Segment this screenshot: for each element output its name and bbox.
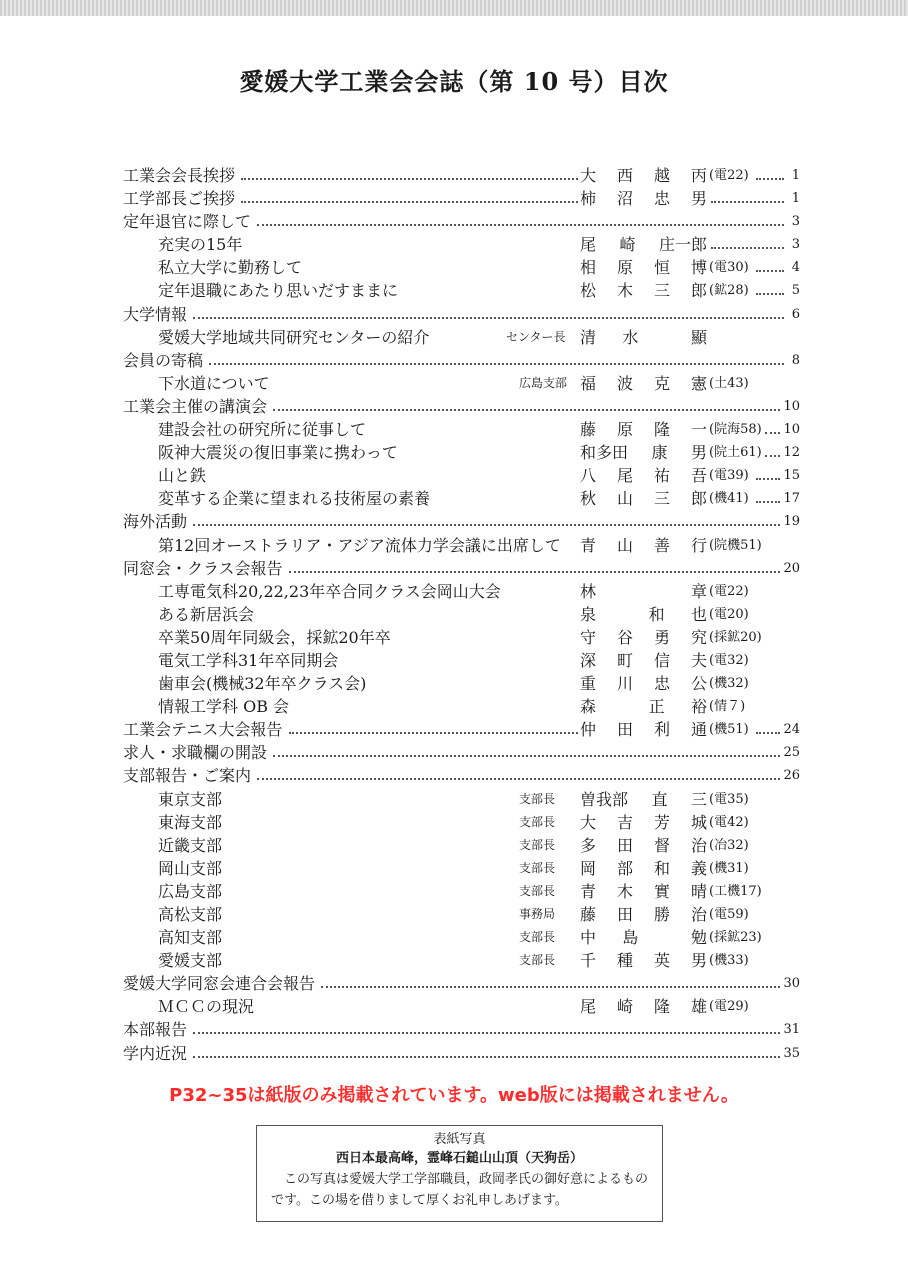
author-name-part: 青 xyxy=(580,881,597,901)
author-name-part: 男 xyxy=(690,189,707,209)
toc-entry xyxy=(123,326,800,349)
toc-entry xyxy=(123,510,800,533)
toc-entry-department: (冶32) xyxy=(709,837,749,853)
author-name-part: 吾 xyxy=(690,466,707,486)
leader-dots xyxy=(756,270,784,272)
author-name-part: 深 xyxy=(580,650,597,670)
author-name-part: 和多田 xyxy=(580,443,629,463)
author-name-part: 忠 xyxy=(653,189,670,209)
leader-dots xyxy=(711,201,784,203)
author-name-part: 千 xyxy=(580,951,597,971)
toc-entry-page: 5 xyxy=(791,283,800,299)
author-name-part: 芳 xyxy=(653,812,670,832)
toc-entry-role: 支部長 xyxy=(519,791,556,806)
toc-entry-title: 高松支部 xyxy=(158,905,223,924)
toc-entry-title: 卒業50周年同級会，採鉱20年卒 xyxy=(158,627,391,647)
author-name-part: 山 xyxy=(616,535,633,555)
toc-entry-page: 31 xyxy=(783,1022,800,1038)
toc-entry-author xyxy=(580,372,707,395)
toc-entry-author xyxy=(580,880,707,903)
leader-dots xyxy=(289,732,578,734)
toc-entry-department: (院土61) xyxy=(709,445,762,461)
toc-entry-department: (電30) xyxy=(709,260,749,276)
author-name-part: 守 xyxy=(580,627,597,647)
author-name-part: 尾 xyxy=(616,466,633,486)
toc-entry-department: (院海58) xyxy=(709,422,762,438)
toc-entry-title: 学内近況 xyxy=(123,1043,188,1063)
author-name-part: 英 xyxy=(653,951,670,971)
toc-entry xyxy=(123,580,800,603)
toc-entry-title: 広島支部 xyxy=(158,881,223,901)
toc-entry-author xyxy=(580,695,707,718)
toc-entry-role: 支部長 xyxy=(519,883,556,898)
toc-entry-title: 近畿支部 xyxy=(158,835,223,855)
toc-entry-department: (電42) xyxy=(709,814,749,830)
toc-entry-author xyxy=(580,441,707,464)
author-name-part: 勇 xyxy=(653,627,670,647)
toc-entry-department: (土43) xyxy=(709,375,749,391)
toc-entry-author xyxy=(580,418,707,441)
toc-entry xyxy=(123,995,800,1018)
author-name-part: 西 xyxy=(616,166,633,185)
toc-entry-author xyxy=(580,926,707,949)
toc-entry-author xyxy=(580,487,707,510)
author-name-part: 郎 xyxy=(690,489,707,509)
toc-entry-page: 26 xyxy=(783,768,800,784)
cover-heading: 表紙写真 xyxy=(433,1132,486,1147)
toc-entry-role: 広島支部 xyxy=(519,375,568,390)
author-name-part: 相 xyxy=(580,258,597,278)
author-name-part: 行 xyxy=(690,535,707,555)
toc-entry-role: 支部長 xyxy=(519,930,556,945)
author-name-part: 康 xyxy=(651,443,668,463)
toc-entry-title: 工業会主催の講演会 xyxy=(123,396,268,416)
author-name-part: 公 xyxy=(690,674,707,694)
toc-entry-author xyxy=(580,279,707,302)
toc-entry xyxy=(123,718,800,741)
author-name-part: 越 xyxy=(653,166,670,185)
author-name-part: 三 xyxy=(653,489,670,509)
toc-entry xyxy=(123,1018,800,1041)
author-name-part: 林 xyxy=(580,581,597,601)
toc-entry-department: (電29) xyxy=(709,999,749,1015)
leader-dots xyxy=(765,455,780,457)
toc-entry-author xyxy=(580,464,707,487)
leader-dots xyxy=(765,432,780,434)
leader-dots xyxy=(273,755,780,757)
toc-entry xyxy=(123,649,800,672)
author-name-part: 隆 xyxy=(653,420,670,440)
author-name-part: 和 xyxy=(648,604,665,624)
toc-entry xyxy=(123,626,800,649)
author-name-part: 川 xyxy=(616,674,633,694)
toc-entry xyxy=(123,464,800,487)
author-name-part: 實 xyxy=(653,881,670,901)
toc-entry-department: (採鉱20) xyxy=(709,629,762,645)
author-name-part: 尾 xyxy=(580,235,597,255)
toc-entry xyxy=(123,949,800,972)
toc-entry-author xyxy=(580,857,707,880)
author-name-part: 柿 xyxy=(580,189,597,209)
author-name-part: 究 xyxy=(690,627,707,647)
author-name-part: 崎 xyxy=(616,997,633,1017)
author-name-part: 八 xyxy=(580,466,597,486)
leader-dots xyxy=(193,1032,780,1034)
author-name-part: 督 xyxy=(653,835,670,855)
toc-entry-role: 支部長 xyxy=(519,814,556,829)
author-name-part: 克 xyxy=(653,373,670,393)
toc-entry-page: 1 xyxy=(791,191,800,207)
leader-dots xyxy=(711,247,784,249)
author-name-part: 原 xyxy=(616,258,633,278)
author-name-part: 男 xyxy=(690,951,707,971)
author-name-part: 章 xyxy=(690,581,707,601)
toc-entry-page: 10 xyxy=(783,422,800,438)
toc-entry-author xyxy=(580,903,707,926)
toc-entry-department: (鉱28) xyxy=(709,283,749,299)
table-of-contents xyxy=(123,164,800,1065)
leader-dots xyxy=(257,778,780,780)
toc-entry-title: 愛媛支部 xyxy=(158,951,223,971)
author-name-part: 治 xyxy=(690,835,707,855)
toc-entry xyxy=(123,487,800,510)
author-name-part: 田 xyxy=(616,720,633,740)
author-name-part: 町 xyxy=(616,650,633,670)
author-name-part: 雄 xyxy=(690,997,707,1017)
author-name-part: 山 xyxy=(616,489,633,509)
leader-dots xyxy=(756,293,784,295)
leader-dots xyxy=(756,478,780,480)
author-name-part: 治 xyxy=(690,905,707,924)
toc-entry xyxy=(123,534,800,557)
author-name-part: 一 xyxy=(690,420,707,440)
toc-entry-department: (機31) xyxy=(709,860,749,876)
author-name-part: 三 xyxy=(653,281,670,301)
toc-entry-author xyxy=(580,672,707,695)
author-name-part: 義 xyxy=(690,858,707,878)
toc-entry-department: (工機17) xyxy=(709,883,762,899)
leader-dots xyxy=(321,986,780,988)
toc-entry xyxy=(123,857,800,880)
toc-entry-role: 事務局 xyxy=(519,907,556,921)
toc-entry-author xyxy=(580,811,707,834)
toc-entry-title: 私立大学に勤務して xyxy=(158,258,303,278)
author-name-part: 隆 xyxy=(653,997,670,1017)
author-name-part: 祐 xyxy=(653,466,670,486)
toc-entry-page: 25 xyxy=(783,745,800,761)
toc-entry-title: 阪神大震災の復旧事業に携わって xyxy=(158,443,398,463)
toc-entry-department: (機32) xyxy=(709,676,749,692)
author-name-part: 秋 xyxy=(580,489,597,509)
toc-entry-title: 工専電気科20,22,23年卒合同クラス会岡山大会 xyxy=(158,581,501,601)
author-name-part: 吉 xyxy=(616,812,633,832)
author-name-part: 多 xyxy=(580,835,597,855)
author-name-part: 藤 xyxy=(580,905,597,924)
leader-dots xyxy=(193,524,780,526)
toc-entry xyxy=(123,349,800,372)
author-name-part: 福 xyxy=(580,373,597,393)
author-name-part: 男 xyxy=(690,443,707,463)
toc-entry-department: (電39) xyxy=(709,468,749,484)
toc-entry-page: 6 xyxy=(791,306,800,322)
cover-text: この写真は愛媛大学工学部職員，政岡孝氏の御好意によるものです。この場を借りまして厚くお礼申しあげます。 xyxy=(271,1172,649,1208)
author-name-part: 信 xyxy=(653,650,670,670)
toc-entry-title: 定年退職にあたり思いだすままに xyxy=(158,281,399,301)
toc-entry xyxy=(123,926,800,949)
toc-entry-page: 4 xyxy=(791,260,800,276)
toc-entry-page: 1 xyxy=(791,168,800,183)
author-name-part: 中 xyxy=(580,928,597,948)
toc-entry xyxy=(123,903,800,926)
toc-entry-role: 支部長 xyxy=(519,837,556,852)
toc-entry-title: 求人・求職欄の開設 xyxy=(123,743,268,763)
toc-entry-title: 会員の寄稿 xyxy=(123,350,204,370)
toc-entry-title: 本部報告 xyxy=(123,1020,188,1040)
toc-entry-department: (採鉱23) xyxy=(709,930,762,946)
toc-entry-page: 12 xyxy=(783,445,800,461)
author-name-part: 丙 xyxy=(690,166,707,185)
toc-entry-title: 第12回オーストラリア・アジア流体力学会議に出席して xyxy=(158,535,561,555)
toc-entry-author xyxy=(580,256,707,279)
author-name-part: 晴 xyxy=(690,881,707,901)
author-name-part: 原 xyxy=(616,420,633,440)
author-name-part: 曽我部 xyxy=(580,789,629,809)
toc-entry-department: (電32) xyxy=(709,652,749,668)
toc-entry-page: 3 xyxy=(791,237,800,253)
author-name-part: 尾 xyxy=(580,997,597,1017)
toc-entry-department: (院機51) xyxy=(709,537,762,553)
author-name-part: 藤 xyxy=(580,420,597,440)
toc-entry-department: (機33) xyxy=(709,953,749,969)
leader-dots xyxy=(289,571,780,573)
author-name-part: 恒 xyxy=(653,258,670,278)
toc-entry-author xyxy=(580,580,707,603)
author-name-part: 谷 xyxy=(616,627,633,647)
author-name-part: 城 xyxy=(690,812,707,832)
toc-entry-department: (電20) xyxy=(709,606,749,622)
toc-entry-department: (機41) xyxy=(709,491,749,507)
author-name-part: 博 xyxy=(690,258,707,278)
author-name-part: 仲 xyxy=(580,720,597,740)
leader-dots xyxy=(209,363,784,365)
toc-entry-department: (機51) xyxy=(709,722,749,738)
toc-entry-page: 20 xyxy=(783,560,800,576)
toc-entry-author xyxy=(580,233,707,256)
toc-entry xyxy=(123,303,800,326)
toc-entry xyxy=(123,557,800,580)
toc-entry xyxy=(123,187,800,210)
toc-entry xyxy=(123,834,800,857)
author-name-part: 也 xyxy=(690,604,707,624)
toc-entry-title: 建設会社の研究所に従事して xyxy=(158,420,367,440)
author-name-part: 憲 xyxy=(690,373,707,393)
author-name-part: 忠 xyxy=(653,674,670,694)
author-name-part: 泉 xyxy=(580,604,597,624)
toc-entry-author xyxy=(580,834,707,857)
toc-entry-page: 30 xyxy=(783,976,800,992)
scan-top-band xyxy=(0,0,908,16)
leader-dots xyxy=(241,178,578,180)
leader-dots xyxy=(756,732,780,734)
author-name-part: 直 xyxy=(651,789,668,809)
toc-entry-title: 工業会会長挨拶 xyxy=(123,166,236,185)
toc-entry-title: ＭＣＣの現況 xyxy=(158,997,255,1017)
toc-entry-author xyxy=(580,626,707,649)
author-name-part: 正 xyxy=(648,697,665,717)
leader-dots xyxy=(273,409,780,411)
author-name-part: 田 xyxy=(616,905,633,924)
toc-entry-title: 変革する企業に望まれる技術屋の素養 xyxy=(158,489,431,509)
author-name-part: 島 xyxy=(622,928,639,948)
author-name-part: 松 xyxy=(580,281,597,301)
toc-entry-department: (電59) xyxy=(709,907,749,922)
author-name-part: 勝 xyxy=(653,905,670,924)
toc-entry-title: 海外活動 xyxy=(123,512,188,532)
toc-entry-page: 17 xyxy=(783,491,800,507)
leader-dots xyxy=(193,1056,780,1058)
leader-dots xyxy=(756,501,780,503)
toc-entry-title: 下水道について xyxy=(158,373,270,393)
author-name-part: 夫 xyxy=(690,650,707,670)
leader-dots xyxy=(193,317,784,319)
toc-entry xyxy=(123,372,800,395)
toc-entry-author xyxy=(580,788,707,811)
toc-entry xyxy=(123,741,800,764)
toc-entry-role: 支部長 xyxy=(519,860,556,875)
author-name-part: 重 xyxy=(580,674,597,694)
author-name-part: 通 xyxy=(690,720,707,740)
toc-entry-department: (電22) xyxy=(709,583,749,599)
toc-entry-author xyxy=(580,603,707,626)
author-name-part: 清 xyxy=(580,327,597,347)
toc-entry-department: (電35) xyxy=(709,791,749,807)
toc-entry-role: センター長 xyxy=(506,329,566,344)
toc-entry xyxy=(123,418,800,441)
author-name-part: 青 xyxy=(580,535,597,555)
toc-entry xyxy=(123,256,800,279)
author-name-part: 和 xyxy=(653,858,670,878)
page-title: 愛媛大学工業会会誌（第 10 号）目次 xyxy=(239,67,669,96)
toc-entry-author xyxy=(580,949,707,972)
leader-dots xyxy=(756,178,784,180)
toc-entry xyxy=(123,788,800,811)
toc-entry-author xyxy=(580,995,707,1018)
toc-entry xyxy=(123,880,800,903)
toc-entry-role: 支部長 xyxy=(519,953,556,968)
toc-entry-author xyxy=(580,718,707,741)
toc-entry-title: 東海支部 xyxy=(158,812,223,832)
author-name-part: 庄一郎 xyxy=(658,235,707,255)
author-name-part: 部 xyxy=(616,858,633,878)
toc-entry-title: 大学情報 xyxy=(123,304,188,324)
toc-entry-department: (電22) xyxy=(709,168,749,183)
toc-entry-department: (情７) xyxy=(709,699,746,715)
author-name-part: 郎 xyxy=(690,281,707,301)
toc-entry xyxy=(123,972,800,995)
author-name-part: 波 xyxy=(616,373,633,393)
author-name-part: 沼 xyxy=(616,189,633,209)
toc-entry xyxy=(123,764,800,787)
toc-entry xyxy=(123,441,800,464)
toc-entry xyxy=(123,233,800,256)
author-name-part: 木 xyxy=(616,881,633,901)
toc-entry xyxy=(123,1042,800,1065)
toc-entry xyxy=(123,395,800,418)
toc-entry xyxy=(123,164,800,187)
toc-entry-title: 情報工学科 OB 会 xyxy=(158,697,290,717)
toc-entry xyxy=(123,672,800,695)
toc-entry-title: 定年退官に際して xyxy=(123,212,252,232)
cover-photo-caption xyxy=(256,1125,663,1222)
author-name-part: 水 xyxy=(622,327,639,347)
toc-entry-page: 19 xyxy=(783,514,800,530)
toc-entry-title: 高知支部 xyxy=(158,928,223,948)
toc-entry xyxy=(123,811,800,834)
author-name-part: 勉 xyxy=(690,928,707,948)
toc-entry-page: 15 xyxy=(783,468,800,484)
leader-dots xyxy=(241,201,578,203)
toc-entry-author xyxy=(580,649,707,672)
toc-entry-title: 山と鉄 xyxy=(158,466,207,486)
web-notice: P32~35は紙版のみ掲載されています。web版には掲載されません。 xyxy=(169,1085,739,1106)
author-name-part: 田 xyxy=(616,835,633,855)
author-name-part: 大 xyxy=(580,166,597,185)
author-name-part: 利 xyxy=(653,720,670,740)
toc-entry-page: 24 xyxy=(783,722,800,738)
author-name-part: 善 xyxy=(653,535,670,555)
toc-entry-page: 35 xyxy=(783,1045,800,1061)
toc-entry-title: 電気工学科31年卒同期会 xyxy=(158,650,339,670)
cover-subtitle: 西日本最高峰，霊峰石鎚山山頂（天狗岳） xyxy=(335,1151,583,1166)
author-name-part: 森 xyxy=(580,697,597,717)
author-name-part: 三 xyxy=(690,789,707,809)
toc-entry xyxy=(123,695,800,718)
toc-entry xyxy=(123,210,800,233)
author-name-part: 顯 xyxy=(690,327,707,347)
toc-entry xyxy=(123,279,800,302)
toc-entry-title: 支部報告・ご案内 xyxy=(123,766,252,786)
toc-entry-title: 工学部長ご挨拶 xyxy=(123,189,236,209)
author-name-part: 種 xyxy=(616,951,633,971)
toc-entry-author xyxy=(580,187,707,210)
toc-entry-title: 充実の15年 xyxy=(158,235,243,255)
toc-entry-title: 東京支部 xyxy=(158,789,223,809)
toc-entry-title: 愛媛大学同窓会連合会報告 xyxy=(123,974,316,994)
author-name-part: 木 xyxy=(616,281,633,301)
toc-entry-page: 10 xyxy=(783,398,800,414)
toc-entry-title: ある新居浜会 xyxy=(158,604,255,624)
author-name-part: 崎 xyxy=(619,235,636,255)
toc-entry-author xyxy=(580,164,707,187)
toc-entry-author xyxy=(580,534,707,557)
author-name-part: 大 xyxy=(580,812,597,832)
toc-entry-title: 工業会テニス大会報告 xyxy=(123,720,283,740)
toc-entry-title: 同窓会・クラス会報告 xyxy=(123,558,283,578)
toc-entry-author xyxy=(580,326,707,349)
toc-entry xyxy=(123,603,800,626)
leader-dots xyxy=(257,224,784,226)
toc-entry-title: 岡山支部 xyxy=(158,858,223,878)
author-name-part: 岡 xyxy=(580,858,597,878)
toc-entry-title: 愛媛大学地域共同研究センターの紹介 xyxy=(158,327,430,347)
author-name-part: 裕 xyxy=(690,697,707,717)
toc-entry-page: 3 xyxy=(791,214,800,230)
toc-entry-page: 8 xyxy=(791,352,800,368)
toc-entry-title: 歯車会(機械32年卒クラス会) xyxy=(158,674,367,694)
